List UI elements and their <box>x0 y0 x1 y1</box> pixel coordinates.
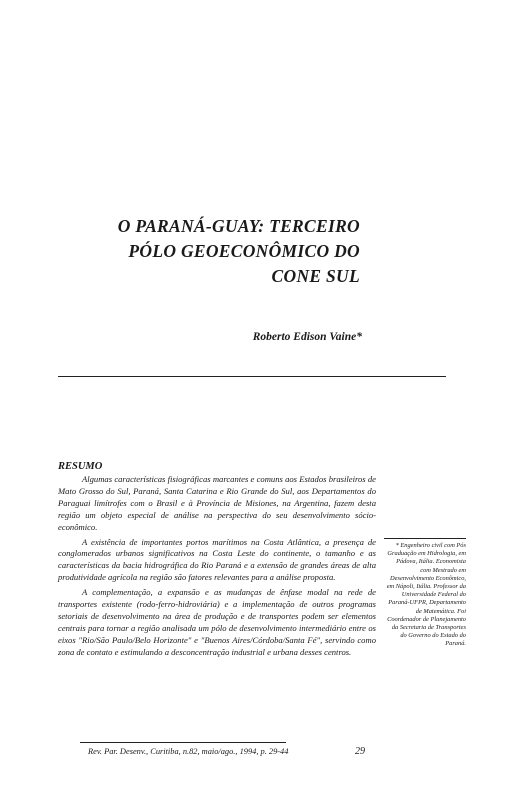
title-line: CONE SUL <box>271 266 360 286</box>
article-title <box>60 214 360 289</box>
abstract-paragraph: A existência de importantes portos marítimos na Costa Atlântica, a presença de conglomerados urbanos significativos na Costa Leste do continente, o tamanho e as características da bacia hidrográfica do Rio Paraná e a extensão de grandes áreas de alta produtividade agrícola na região são fatores relevantes para a análise proposta. <box>58 536 376 583</box>
abstract-body <box>58 474 376 662</box>
title-line: O PARANÁ-GUAY: TERCEIRO <box>117 216 360 236</box>
author-footnote: * Engenheiro civil com Pós Graduação em Hidrologia, em Pádova, Itália. Economista com Mestrado em Desenvolvimento Econômico, em Nápoli, Itália. Professor da Universidade Federal do Paraná-UFPR, Departamento de Matemática. Foi Coordenador de Planejamento da Secretaria de Transportes do Governo do Estado do Paraná. <box>384 538 466 649</box>
abstract-paragraph: A complementação, a expansão e as mudanças de ênfase modal na rede de transportes existente (rodo-ferro-hidroviária) e a implementação de outros programas setoriais de desenvolvimento na área de produção e de transportes podem ser elementos centrais para tornar a região analisada um pólo de desenvolvimento intermediário entre os eixos "Rio/São Paulo/Belo Horizonte" e "Buenos Aires/Córdoba/Santa Fé", servindo como zona de contato e estimulando a desconcentração industrial e urbana desses centros. <box>58 587 376 657</box>
footer-divider <box>80 742 286 743</box>
abstract-heading: RESUMO <box>58 461 103 472</box>
journal-citation: Rev. Par. Desenv., Curitiba, n.82, maio/ago., 1994, p. 29-44 <box>88 747 289 756</box>
author-name: Roberto Edison Vaine* <box>252 331 362 343</box>
page-number: 29 <box>355 746 365 757</box>
section-divider <box>58 376 446 377</box>
title-line: PÓLO GEOECONÔMICO DO <box>128 241 360 261</box>
abstract-paragraph: Algumas características fisiográficas marcantes e comuns aos Estados brasileiros de Mato Grosso do Sul, Paraná, Santa Catarina e Rio Grande do Sul, aos Departamentos do Paraguai limítrofes com o Brasil e à Província de Misiones, na Argentina, fazem desta região um objeto especial de análise na perspectiva do seu desenvolvimento sócio-econômico. <box>58 474 376 532</box>
